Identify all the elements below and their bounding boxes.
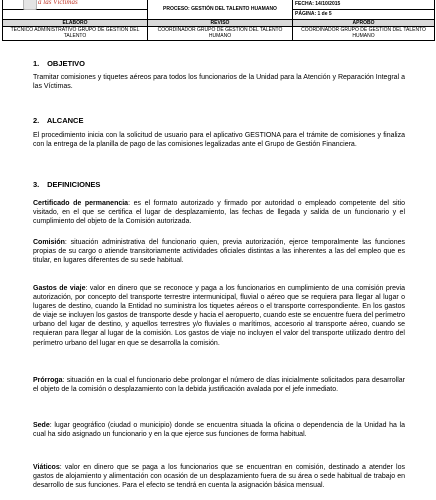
unit-logo-icon — [23, 0, 37, 10]
definition-separator: : — [62, 377, 65, 384]
logo-text: a las Víctimas — [38, 0, 78, 6]
section-number: 2. — [33, 116, 40, 125]
signer-aprobo: COORDINADOR GRUPO DE GESTION DEL TALENTO HUMANO — [293, 26, 435, 40]
logo-cell — [3, 0, 148, 9]
definition-gastos-de-viaje — [33, 284, 405, 348]
definition-separator: : — [128, 200, 131, 207]
definition-comision — [33, 238, 405, 265]
process-title: PROCESO: GESTIÓN DEL TALENTO HUAMANO — [148, 0, 293, 19]
page-number: PÁGINA: 1 de 5 — [293, 9, 435, 19]
definition-separator: : — [85, 285, 88, 292]
definition-text: lugar geográfico (ciudad o municipio) donde se encuentra situada la oficina o dependencia de la Unidad ha la cual ha sido asignado un funcionario y en la que ejerce sus funciones de forma habitual. — [33, 422, 405, 439]
role-reviso: REVISO — [148, 19, 293, 26]
role-aprobo: APROBO — [293, 19, 435, 26]
section-heading-definiciones — [33, 180, 100, 189]
signer-elaboro: TECNICO ADMINISTRATIVO GRUPO DE GESTION DEL TALENTO — [3, 26, 148, 40]
section-title: OBJETIVO — [47, 59, 86, 68]
section-number: 3. — [33, 180, 40, 189]
section-heading-objetivo — [33, 59, 85, 68]
section-title: DEFINICIONES — [47, 180, 101, 189]
document-date: FECHA: 14/10/2015 — [293, 0, 435, 9]
definition-separator: : — [64, 239, 67, 246]
section-number: 1. — [33, 59, 40, 68]
signer-reviso: COORDINADOR GRUPO DE GESTION DEL TALENTO HUMANO — [148, 26, 293, 40]
definition-certificado — [33, 199, 405, 226]
definition-term: Gastos de viaje — [33, 285, 86, 292]
definition-term: Certificado de permanencia — [33, 200, 129, 207]
definition-text: situación administrativa del funcionario quien, previa autorización, ejerce temporalmente las funciones propias de su cargo o atiende transitoriamente actividades oficiales distintas a las inherentes a las del empleo que es titular, en lugares diferentes de su sede habitual. — [33, 239, 405, 265]
definition-term: Viáticos — [33, 464, 60, 471]
definition-term: Sede — [33, 422, 50, 429]
section-title: ALCANCE — [46, 116, 84, 125]
definition-prorroga — [33, 376, 405, 394]
definition-text: valor en dinero que se paga a los funcionarios que se encuentran en comisión, destinado a atender los gastos de alojamiento y alimentación con ocasión de un desplazamiento fuera de su área o sede habitual de trabajo en desarrollo de sus funciones. Para el efecto se tendrá en cuenta la asignación básica mensual. — [33, 464, 405, 490]
definition-term: Comisión — [33, 239, 65, 246]
definition-term: Prórroga — [33, 377, 63, 384]
definition-separator: : — [59, 464, 62, 471]
section-heading-alcance — [33, 116, 83, 125]
document-header — [2, 0, 434, 41]
definition-text: valor en dinero que se reconoce y paga a los funcionarios en cumplimiento de una comisión previa autorización, por concepto del transporte terrestre intermunicipal, fluvial o aéreo que se requiera para llegar al lugar o lugares de destino, cuando la Entidad no suministra los tiquetes aéreos o el transporte correspondiente. En los gastos de viaje se incluyen los gastos de transporte desde y hacia el aeropuerto, cuando este se encuentre fuera del perímetro urbano del lugar de destino, y aquellos terrestres y/o fluviales o marítimos, accesorio al transporte aéreo, cuando se requieran para llegar al lugar de la comisión. Los gastos de viaje no incluyen el valor del transporte utilizado dentro del perímetro urbano del lugar en que se desarrolla la comisión. — [33, 285, 405, 347]
definition-separator: : — [49, 422, 52, 429]
definition-text: es el formato autorizado y firmado por autoridad o empleado competente del sitio visitado, en el que se certifica el lugar de desplazamiento, las fechas de llegada y salida de un funcionario y el cumplimiento del objeto de la Comisión autorizada. — [33, 200, 405, 226]
definition-sede — [33, 421, 405, 439]
role-elaboro: ELABORO — [3, 19, 148, 26]
definition-text: situación en la cual el funcionario debe prolongar el número de días inicialmente solicitados para desarrollar el objeto de la comisión o desplazamiento con la debida justificación avalada por el jefe inmediato. — [33, 377, 405, 394]
definition-viaticos — [33, 463, 405, 490]
objetivo-text: Tramitar comisiones y tiquetes aéreos para todos los funcionarios de la Unidad para la Atención y Reparación Integral a las Víctimas. — [33, 74, 405, 91]
alcance-text: El procedimiento inicia con la solicitud de usuario para el aplicativo GESTIONA para el trámite de comisiones y finaliza con la entrega de la planilla de pago de las comisiones legalizadas ante el Grupo de Gestión Financiera. — [33, 132, 405, 149]
logo-cell-lower — [3, 9, 148, 19]
